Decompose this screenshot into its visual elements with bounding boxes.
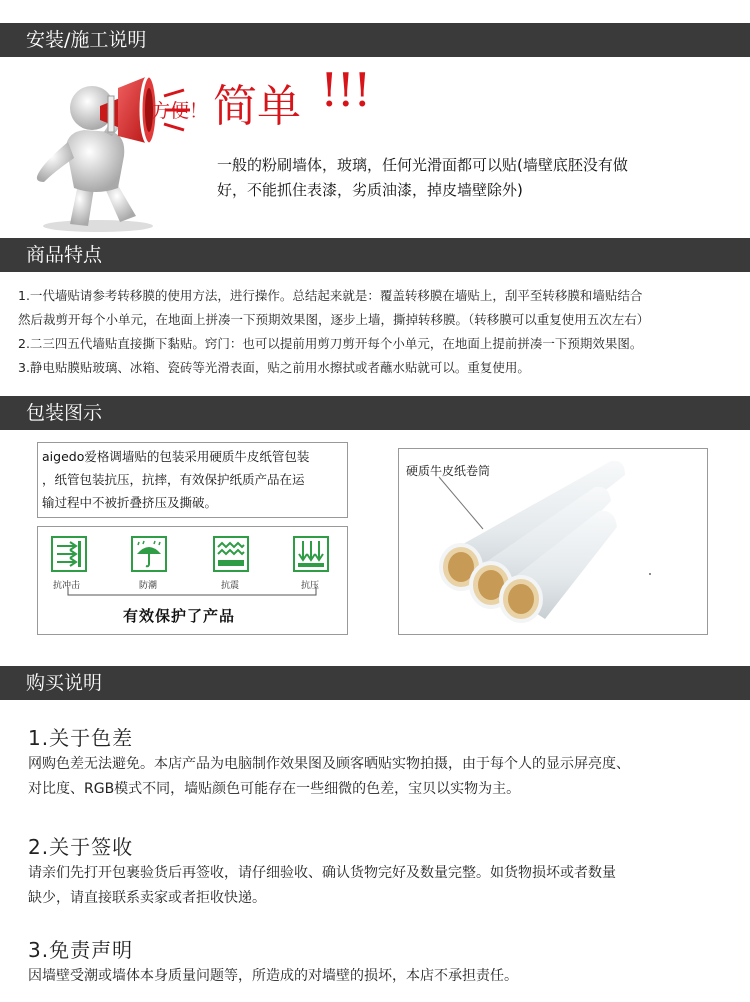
purchase-heading: 1.关于色差 xyxy=(28,726,134,750)
arrows-down-icon xyxy=(293,536,329,572)
purchase-line: 请亲们先打开包裹验货后再签收，请仔细验收、确认货物完好及数量完整。如货物损坏或者数量 xyxy=(28,865,616,881)
bracket-line xyxy=(67,587,317,599)
packaging-icons-box xyxy=(37,526,348,635)
packaging-desc-line: aigedo爱格调墙贴的包装采用硬质牛皮纸管包装 xyxy=(42,449,310,464)
paper-tubes-icon xyxy=(399,449,707,634)
section-bar-features xyxy=(0,238,750,272)
umbrella-rain-icon xyxy=(131,536,167,572)
section-bar-install xyxy=(0,23,750,57)
purchase-line: 对比度、RGB模式不同，墙贴颜色可能存在一些细微的色差，宝贝以实物为主。 xyxy=(28,781,521,797)
packaging-desc-line: ，纸管包装抗压，抗摔，有效保护纸质产品在运 xyxy=(42,472,305,487)
zigzag-icon xyxy=(213,536,249,572)
purchase-heading: 2.关于签收 xyxy=(28,835,134,859)
section-title: 购买说明 xyxy=(26,672,103,694)
slogan-small: 方便！ xyxy=(151,100,209,122)
purchase-line: 因墙壁受潮或墙体本身质量问题等，所造成的对墙壁的损坏，本店不承担责任。 xyxy=(28,968,518,984)
arrows-right-icon xyxy=(51,536,87,572)
section-title: 商品特点 xyxy=(26,244,103,266)
install-line-1: 一般的粉刷墙体，玻璃，任何光滑面都可以贴(墙壁底胚没有做 xyxy=(217,156,628,174)
slogan-big: 简单 xyxy=(213,81,301,132)
section-bar-purchase xyxy=(0,666,750,700)
protect-text: 有效保护了产品 xyxy=(123,607,236,625)
purchase-line: 缺少，请直接联系卖家或者拒收快递。 xyxy=(28,890,266,906)
purchase-heading: 3.免责声明 xyxy=(28,938,134,962)
feature-line: 3.静电贴膜贴玻璃、冰箱、瓷砖等光滑表面，贴之前用水擦拭或者蘸水贴就可以。重复使用。 xyxy=(18,360,530,375)
tube-photo-box xyxy=(398,448,708,635)
purchase-line: 网购色差无法避免。本店产品为电脑制作效果图及顾客晒贴实物拍摄，由于每个人的显示屏亮度、 xyxy=(28,756,630,772)
icon-label: 抗震 xyxy=(221,581,240,591)
packaging-desc-line: 输过程中不被折叠挤压及撕破。 xyxy=(42,495,218,510)
feature-line: 2.二三四五代墙贴直接撕下黏贴。窍门：也可以提前用剪刀剪开每个小单元，在地面上提前拼凑一下预期效果图。 xyxy=(18,336,643,351)
feature-line: 1.一代墙贴请参考转移膜的使用方法，进行操作。总结起来就是：覆盖转移膜在墙贴上，刮平至转移膜和墙贴结合 xyxy=(18,288,643,303)
tube-label: 硬质牛皮纸卷筒 xyxy=(406,464,491,478)
feature-line: 然后裁剪开每个小单元，在地面上拼凑一下预期效果图，逐步上墙，撕掉转移膜。（转移膜可以重复使用五次左右） xyxy=(18,312,650,327)
section-title: 包装图示 xyxy=(26,402,103,424)
slogan-marks: !!! xyxy=(320,63,370,117)
section-title: 安装/施工说明 xyxy=(26,29,147,51)
icon-label: 防潮 xyxy=(139,581,158,591)
icon-label: 抗冲击 xyxy=(53,581,81,591)
packaging-desc-box xyxy=(37,442,348,518)
icon-label: 抗压 xyxy=(301,581,320,591)
install-line-2: 好，不能抓住表漆，劣质油漆，掉皮墙壁除外) xyxy=(217,181,523,199)
section-bar-packaging xyxy=(0,396,750,430)
